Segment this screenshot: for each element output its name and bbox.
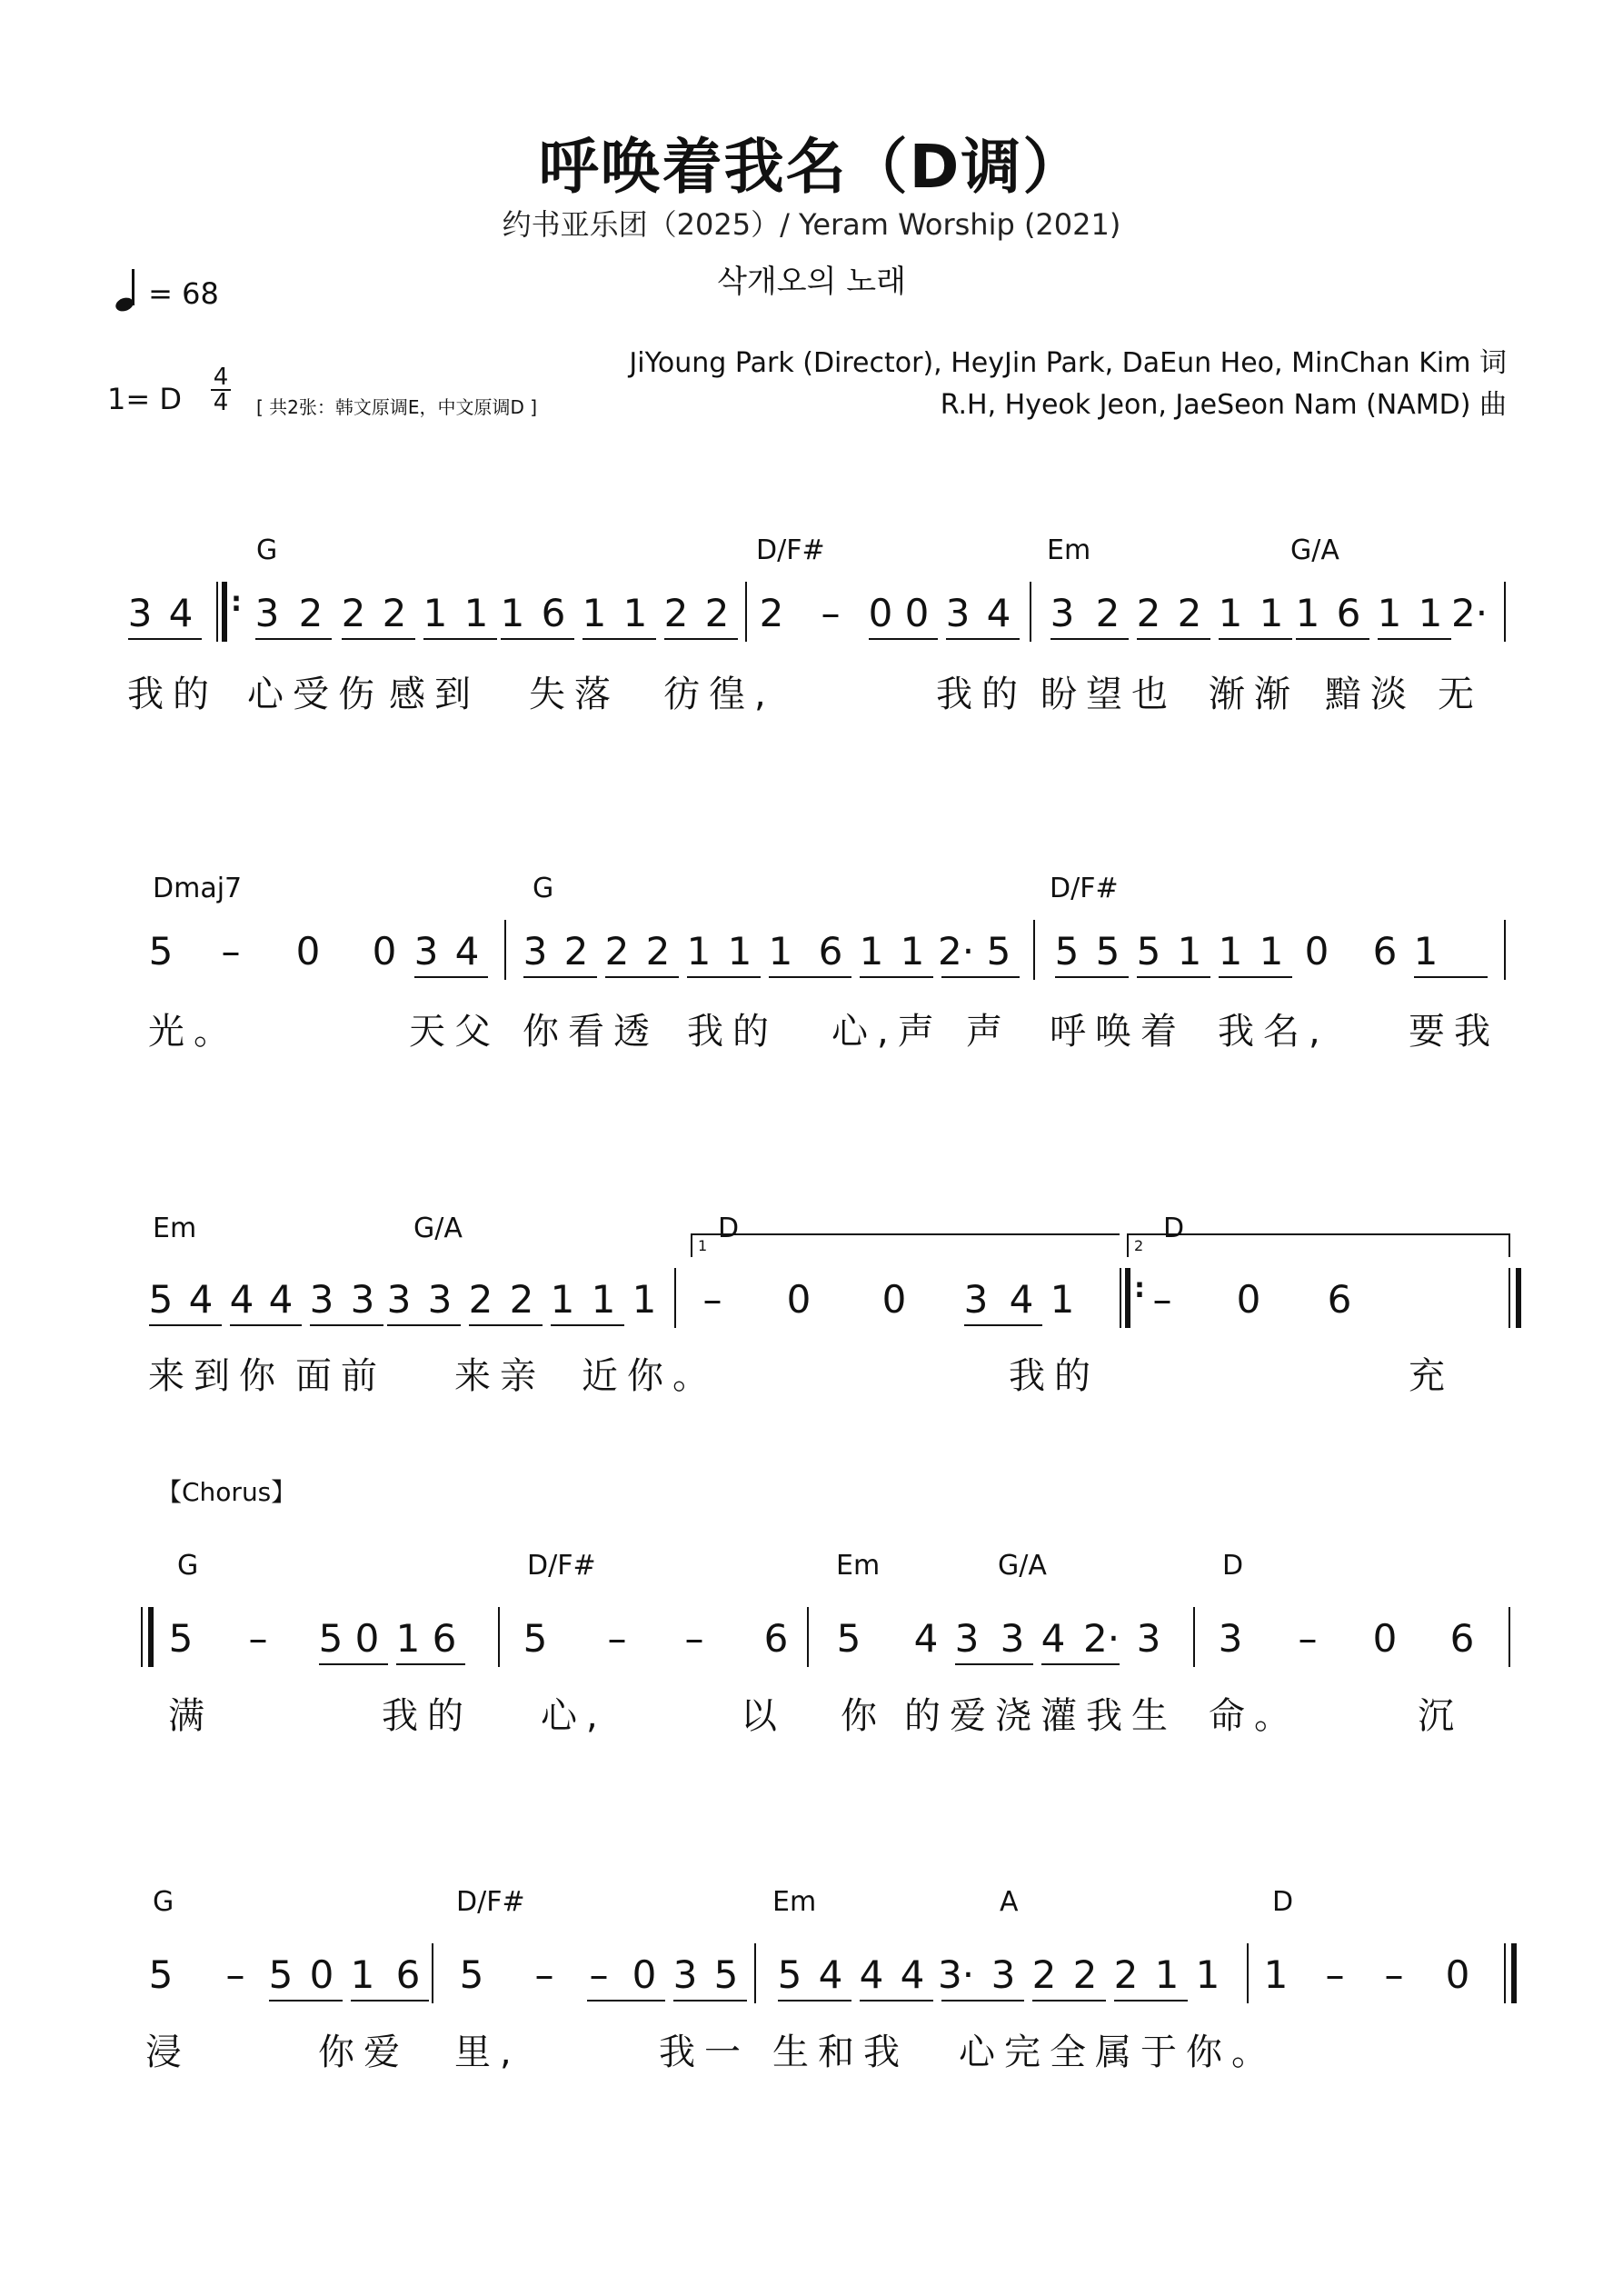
beam-line	[1137, 638, 1210, 640]
note-number: –	[534, 1952, 554, 1997]
lyric-text: 里,	[454, 2031, 521, 2073]
lyric-text: 天父	[409, 1011, 500, 1053]
note-number: 3	[945, 591, 971, 635]
note-number: 0	[632, 1952, 657, 1997]
chord-symbol: D/F#	[527, 1550, 596, 1582]
beam-line	[582, 638, 656, 640]
note-number: 5	[268, 1952, 294, 1997]
note-number: 1	[1377, 591, 1402, 635]
chord-symbol: Em	[836, 1550, 881, 1582]
note-number: 4	[268, 1277, 294, 1322]
note-number: 1	[768, 929, 793, 973]
volta-number: 2	[1134, 1237, 1144, 1254]
note-number: 3	[427, 1277, 453, 1322]
note-number: 4	[913, 1616, 939, 1661]
note-number: 5	[777, 1952, 802, 1997]
repeat-dots: :	[1134, 1273, 1145, 1304]
note-number: 5	[148, 929, 174, 973]
note-number: 5	[523, 1616, 548, 1661]
note-number: 3	[1050, 591, 1075, 635]
bar-line	[1120, 1268, 1121, 1328]
note-number: 3	[672, 1952, 698, 1997]
note-number: 3·	[938, 1952, 975, 1997]
note-number: 3	[1136, 1616, 1161, 1661]
note-number: –	[248, 1616, 268, 1661]
note-number: 2	[759, 591, 784, 635]
note-number: –	[1384, 1952, 1404, 1997]
lyricist-credit: JiYoung Park (Director), HeyJin Park, DaEun Heo, MinChan Kim 词	[629, 347, 1507, 379]
note-number: –	[684, 1616, 704, 1661]
lyric-text: 充	[1409, 1355, 1454, 1397]
beam-line	[255, 638, 332, 640]
note-number: 3	[963, 1277, 989, 1322]
beam-line	[1055, 976, 1129, 978]
bar-line	[1504, 582, 1506, 642]
lyric-text: 你	[841, 1695, 886, 1737]
note-number: 2	[1177, 591, 1202, 635]
note-number: 0	[868, 591, 893, 635]
beam-line	[469, 1324, 543, 1326]
bar-line	[141, 1607, 143, 1667]
note-number: 1	[582, 591, 607, 635]
bar-line	[1504, 920, 1506, 980]
note-number: 1	[1259, 929, 1284, 973]
note-number: 6	[1336, 591, 1361, 635]
beam-line	[1219, 638, 1292, 640]
bar-line	[504, 920, 506, 980]
bar-line	[1033, 920, 1035, 980]
chord-symbol: Em	[1047, 534, 1091, 566]
beam-line	[664, 638, 738, 640]
note-number: 3	[523, 929, 548, 973]
lyric-text: 近你。	[582, 1355, 718, 1397]
note-number: 1	[1195, 1952, 1220, 1997]
note-number: 6	[541, 591, 566, 635]
note-number: 0	[309, 1952, 334, 1997]
chord-symbol: D	[718, 1213, 740, 1244]
note-number: 4	[229, 1277, 254, 1322]
lyric-text: 面前	[295, 1355, 386, 1397]
note-number: 5	[148, 1277, 174, 1322]
lyric-text: 心受伤	[247, 674, 383, 715]
note-number: 2	[1136, 591, 1161, 635]
lyric-text: 满	[168, 1695, 214, 1737]
note-number: 1	[859, 929, 884, 973]
tempo-value: = 68	[148, 276, 219, 311]
beam-line	[523, 976, 597, 978]
lyric-text: 黯淡	[1325, 674, 1416, 715]
note-number: 1	[395, 1616, 421, 1661]
note-number: 2·	[1083, 1616, 1120, 1661]
lyric-text: 的爱浇灌我生	[904, 1695, 1177, 1737]
time-signature-bottom: 4	[213, 389, 229, 416]
chord-symbol: D	[1272, 1886, 1294, 1918]
note-number: 5	[168, 1616, 194, 1661]
volta-bracket-1	[691, 1233, 1120, 1257]
beam-line	[860, 2000, 933, 2002]
key-note: [ 共2张：韩文原调E，中文原调D ]	[256, 396, 538, 418]
beam-line	[869, 638, 938, 640]
note-number: 5	[836, 1616, 861, 1661]
note-number: 1	[423, 591, 448, 635]
note-number: 4	[1041, 1616, 1066, 1661]
lyric-text: 失落	[529, 674, 620, 715]
lyric-text: 声	[966, 1011, 1011, 1053]
lyric-text: 来亲	[454, 1355, 545, 1397]
note-number: 3	[1000, 1616, 1025, 1661]
note-number: 6	[763, 1616, 789, 1661]
chord-symbol: Em	[153, 1213, 197, 1244]
lyric-text: 感到	[389, 674, 480, 715]
lyric-text: 沉	[1418, 1695, 1463, 1737]
note-number: 1	[500, 591, 525, 635]
note-number: 1	[1259, 591, 1284, 635]
note-number: 2	[468, 1277, 493, 1322]
beam-line	[1219, 976, 1292, 978]
beam-line	[605, 976, 679, 978]
note-number: 5	[713, 1952, 739, 1997]
beam-line	[269, 2000, 343, 2002]
time-signature-top: 4	[213, 364, 229, 391]
lyric-text: 我名,	[1218, 1011, 1329, 1053]
lyric-text: 浸	[145, 2031, 191, 2073]
note-number: 4	[859, 1952, 884, 1997]
lyric-text: 呼唤着	[1050, 1011, 1186, 1053]
note-number: –	[225, 1952, 245, 1997]
song-title: 呼唤着我名（D调）	[538, 132, 1085, 202]
chord-symbol: G	[177, 1550, 199, 1582]
repeat-bar-line	[222, 582, 227, 642]
beam-line	[387, 1324, 461, 1326]
beam-line	[946, 638, 1020, 640]
chord-symbol: D/F#	[1050, 873, 1119, 904]
section-label: 【Chorus】	[156, 1477, 297, 1507]
beam-line	[351, 2000, 429, 2002]
note-number: 0	[1304, 929, 1329, 973]
beam-line	[769, 976, 851, 978]
bar-line	[432, 1943, 433, 2003]
chord-symbol: G/A	[1290, 534, 1339, 566]
note-number: 5	[459, 1952, 484, 1997]
note-number: 0	[904, 591, 930, 635]
chord-symbol: G	[533, 873, 554, 904]
bar-line	[807, 1607, 809, 1667]
note-number: –	[702, 1277, 722, 1322]
note-number: 0	[1236, 1277, 1261, 1322]
lyric-text: 无	[1438, 674, 1483, 715]
note-number: 4	[1009, 1277, 1034, 1322]
note-number: –	[607, 1616, 627, 1661]
note-number: –	[1298, 1616, 1318, 1661]
lyric-text: 我的	[936, 674, 1027, 715]
song-subtitle: 约书亚乐团（2025）/ Yeram Worship (2021)	[502, 207, 1121, 242]
note-number: 2	[1113, 1952, 1139, 1997]
bar-line	[498, 1607, 500, 1667]
note-number: 5	[1054, 929, 1080, 973]
note-number: 2	[1031, 1952, 1057, 1997]
note-number: 1	[622, 591, 648, 635]
chord-symbol: Em	[772, 1886, 817, 1918]
lyric-text: 我一	[659, 2031, 750, 2073]
final-bar-line	[148, 1607, 154, 1667]
note-number: 2	[645, 929, 671, 973]
chord-symbol: G/A	[998, 1550, 1047, 1582]
note-number: 4	[168, 591, 194, 635]
note-number: 5	[1136, 929, 1161, 973]
lyric-text: 要我	[1409, 1011, 1499, 1053]
note-number: 2	[663, 591, 689, 635]
note-number: 3	[309, 1277, 334, 1322]
beam-line	[319, 1663, 388, 1665]
chord-symbol: D/F#	[456, 1886, 525, 1918]
final-bar-line	[1516, 1268, 1521, 1328]
composer-credit: R.H, Hyeok Jeon, JaeSeon Nam (NAMD) 曲	[940, 389, 1507, 421]
lyric-text: 我的	[1009, 1355, 1100, 1397]
bar-line	[1247, 1943, 1249, 2003]
bar-line	[1508, 1607, 1510, 1667]
note-number: 6	[1327, 1277, 1352, 1322]
note-number: 6	[395, 1952, 421, 1997]
note-number: 1	[550, 1277, 575, 1322]
quarter-note-icon	[114, 271, 139, 311]
chord-symbol: G	[256, 534, 278, 566]
chord-symbol: D	[1163, 1213, 1185, 1244]
note-number: 1	[1295, 591, 1320, 635]
note-number: 4	[454, 929, 480, 973]
lyric-text: 心,声	[831, 1011, 943, 1053]
bar-line	[754, 1943, 756, 2003]
volta-number: 1	[698, 1237, 708, 1254]
beam-line	[310, 1324, 383, 1326]
beam-line	[964, 1324, 1042, 1326]
lyric-text: 我的	[687, 1011, 778, 1053]
note-number: 2	[1095, 591, 1120, 635]
note-number: 3	[127, 591, 153, 635]
note-number: 1	[1418, 591, 1443, 635]
note-number: 1	[1413, 929, 1439, 973]
note-number: 0	[1372, 1616, 1398, 1661]
note-number: 2·	[1451, 591, 1489, 635]
note-number: 1	[727, 929, 752, 973]
bar-line	[216, 582, 218, 642]
lyric-text: 渐渐	[1209, 674, 1299, 715]
lyric-text: 于你。	[1140, 2031, 1277, 2073]
note-number: 5	[1095, 929, 1120, 973]
note-number: 3	[350, 1277, 375, 1322]
note-number: 4	[986, 591, 1011, 635]
note-number: 3	[386, 1277, 412, 1322]
beam-line	[778, 2000, 851, 2002]
beam-line	[1050, 638, 1129, 640]
note-number: 0	[354, 1616, 380, 1661]
lyric-text: 你看透	[523, 1011, 659, 1053]
beam-line	[1378, 638, 1451, 640]
bar-line	[1508, 1268, 1510, 1328]
beam-line	[673, 2000, 747, 2002]
chord-symbol: Dmaj7	[153, 873, 243, 904]
note-number: 2	[563, 929, 589, 973]
beam-line	[501, 638, 574, 640]
note-number: 1	[463, 591, 489, 635]
note-number: 1	[1154, 1952, 1180, 1997]
beam-line	[587, 2000, 665, 2002]
note-number: 0	[881, 1277, 907, 1322]
note-number: 3	[413, 929, 439, 973]
chord-symbol: D	[1222, 1550, 1244, 1582]
lyric-text: 我的	[382, 1695, 473, 1737]
beam-line	[1414, 976, 1488, 978]
note-number: 2	[341, 591, 366, 635]
bar-line	[674, 1268, 676, 1328]
lyric-text: 心,	[541, 1695, 607, 1737]
note-number: 1	[1050, 1277, 1075, 1322]
note-number: 1	[591, 1277, 616, 1322]
note-number: –	[589, 1952, 609, 1997]
lyric-text: 彷徨,	[663, 674, 775, 715]
beam-line	[955, 1663, 1033, 1665]
note-number: 3	[1218, 1616, 1243, 1661]
chord-symbol: A	[1000, 1886, 1019, 1918]
beam-line	[860, 976, 933, 978]
final-bar-line	[1511, 1943, 1517, 2003]
lyric-text: 命。	[1209, 1695, 1299, 1737]
bar-line	[745, 582, 747, 642]
bar-line	[1193, 1607, 1195, 1667]
note-number: 6	[432, 1616, 457, 1661]
chord-symbol: G	[153, 1886, 174, 1918]
lyric-text: 心完全属	[959, 2031, 1140, 2073]
beam-line	[941, 976, 1020, 978]
beam-line	[687, 976, 761, 978]
note-number: 4	[900, 1952, 925, 1997]
note-number: 2·	[938, 929, 975, 973]
note-number: 2	[509, 1277, 534, 1322]
note-number: 3	[991, 1952, 1016, 1997]
beam-line	[1137, 976, 1210, 978]
beam-line	[128, 638, 202, 640]
note-number: 1	[1218, 929, 1243, 973]
beam-line	[1032, 2000, 1106, 2002]
note-number: 0	[1445, 1952, 1470, 1997]
note-number: 1	[1218, 591, 1243, 635]
volta-bracket-2	[1127, 1233, 1510, 1257]
note-number: 5	[318, 1616, 344, 1661]
note-number: 2	[382, 591, 407, 635]
beam-line	[551, 1324, 624, 1326]
beam-line	[1296, 638, 1369, 640]
lyric-text: 以	[741, 1695, 786, 1737]
note-number: 1	[900, 929, 925, 973]
note-number: 6	[1372, 929, 1398, 973]
note-number: 6	[1449, 1616, 1475, 1661]
time-signature	[211, 364, 231, 416]
lyric-text: 你爱	[318, 2031, 409, 2073]
lyric-text: 来到你	[148, 1355, 284, 1397]
note-number: 2	[298, 591, 324, 635]
korean-title: 삭개오의 노래	[717, 264, 906, 300]
note-number: 4	[188, 1277, 214, 1322]
bar-line	[1504, 1943, 1506, 2003]
tempo-marking	[114, 271, 219, 311]
note-number: 1	[1177, 929, 1202, 973]
note-number: 2	[704, 591, 730, 635]
bar-line	[1030, 582, 1031, 642]
note-number: 6	[818, 929, 843, 973]
beam-line	[423, 638, 497, 640]
beam-line	[414, 976, 488, 978]
beam-line	[149, 1324, 222, 1326]
note-number: 5	[986, 929, 1011, 973]
note-number: 5	[148, 1952, 174, 1997]
lyric-text: 盼望也	[1041, 674, 1177, 715]
repeat-dots: :	[231, 586, 242, 618]
beam-line	[941, 2000, 1024, 2002]
beam-line	[230, 1324, 302, 1326]
note-number: 0	[786, 1277, 812, 1322]
note-number: 3	[254, 591, 280, 635]
note-number: 1	[350, 1952, 375, 1997]
lyric-text: 生和我	[772, 2031, 909, 2073]
note-number: 2	[1072, 1952, 1098, 1997]
chord-symbol: G/A	[413, 1213, 463, 1244]
beam-line	[1041, 1663, 1120, 1665]
beam-line	[396, 1663, 465, 1665]
note-number: –	[221, 929, 241, 973]
beam-line	[1114, 2000, 1188, 2002]
note-number: 4	[818, 1952, 843, 1997]
note-number: 0	[372, 929, 397, 973]
beam-line	[342, 638, 415, 640]
note-number: 0	[295, 929, 321, 973]
note-number: –	[821, 591, 841, 635]
lyric-text: 光。	[148, 1011, 239, 1053]
repeat-bar-line	[1125, 1268, 1130, 1328]
note-number: 1	[686, 929, 712, 973]
lyric-text: 我的	[127, 674, 218, 715]
note-number: –	[1325, 1952, 1345, 1997]
note-number: 1	[1263, 1952, 1289, 1997]
key-signature: 1= D	[107, 382, 182, 416]
note-number: 3	[954, 1616, 980, 1661]
note-number: 1	[632, 1277, 657, 1322]
note-number: 2	[604, 929, 630, 973]
note-number: –	[1152, 1277, 1172, 1322]
chord-symbol: D/F#	[756, 534, 825, 566]
